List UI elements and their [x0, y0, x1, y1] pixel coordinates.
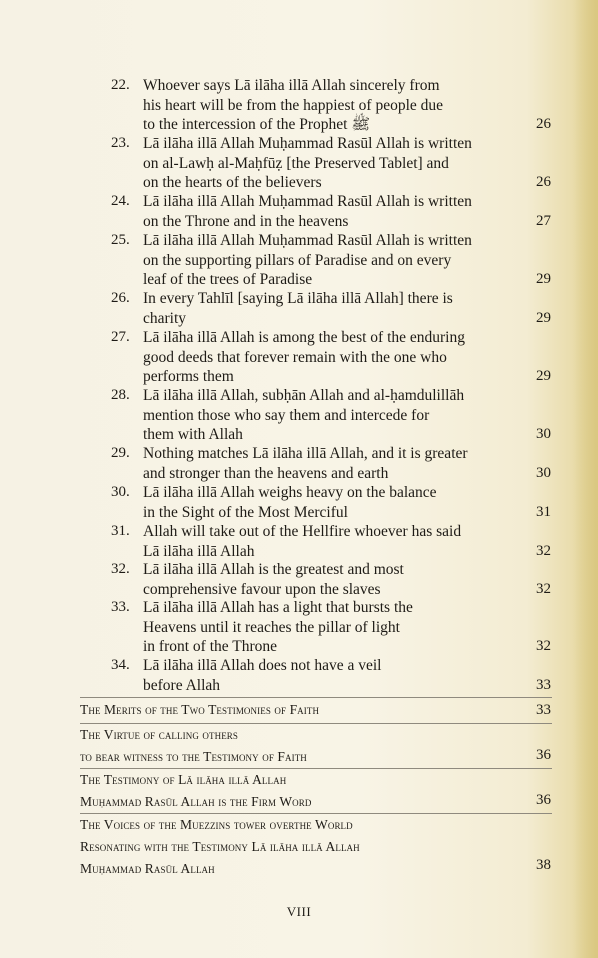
entry-page-number: 29	[536, 368, 551, 384]
entry-page-number: 29	[536, 310, 551, 326]
entry-line: Heavens until it reaches the pillar of light	[143, 618, 400, 636]
entry-line: Lā ilāha illā Allah does not have a veil	[143, 657, 382, 674]
page-folio: VIII	[286, 904, 312, 919]
entry-line: in front of the Throne	[143, 638, 278, 655]
section-line: Resonating with the Testimony Lā ilāha illā Allah	[80, 839, 360, 854]
entry-line: Lā ilāha illā Allah weighs heavy on the balance	[143, 484, 437, 501]
entry-line: Lā ilāha illā Allah Muḥammad Rasūl Allah is written	[143, 232, 472, 249]
entry-number: 24.	[111, 193, 130, 209]
entry-line: on the Throne and in the heavens	[143, 212, 349, 230]
entry-number: 32.	[111, 561, 130, 577]
entry-line: Lā ilāha illā Allah is among the best of the enduring	[143, 329, 465, 346]
entry-number: 30.	[111, 484, 130, 500]
entry-number: 34.	[111, 657, 130, 673]
section-line: The Merits of the Two Testimonies of Faith	[80, 702, 320, 717]
section-title	[80, 724, 500, 768]
entry-page-number: 29	[536, 271, 551, 287]
entry-number: 29.	[111, 445, 130, 461]
entry-line: Lā ilāha illā Allah Muḥammad Rasūl Allah is written	[143, 193, 472, 210]
entry-text	[143, 289, 503, 328]
entry-line: before Allah	[143, 676, 221, 694]
entry-line: comprehensive favour upon the slaves	[143, 580, 381, 598]
section-page-number: 38	[536, 857, 551, 873]
section-page-number: 36	[536, 792, 551, 808]
entry-line: his heart will be from the happiest of people due	[143, 96, 444, 114]
section-page-number: 33	[536, 702, 551, 718]
entry-text	[143, 560, 503, 599]
entry-line: charity	[143, 309, 187, 327]
entry-line: on the hearts of the believers	[143, 174, 322, 191]
entry-line: mention those who say them and intercede for	[143, 406, 430, 424]
entry-text	[143, 656, 503, 695]
entry-text	[143, 522, 503, 561]
entry-text	[143, 483, 503, 522]
section-line: to bear witness to the Testimony of Faith	[80, 749, 307, 764]
entry-text	[143, 444, 503, 483]
entry-text	[143, 231, 503, 290]
entry-text	[143, 386, 503, 445]
entry-line: in the Sight of the Most Merciful	[143, 503, 348, 521]
entry-line: Whoever says Lā ilāha illā Allah sincerely from	[143, 77, 440, 94]
entry-line: on the supporting pillars of Paradise and on every	[143, 251, 452, 269]
entry-page-number: 26	[536, 174, 551, 190]
entry-line: on al-Lawḥ al-Maḥfūẓ [the Preserved Tablet] and	[143, 154, 449, 172]
page-edge-shadow	[572, 0, 598, 958]
entry-page-number: 32	[536, 581, 551, 597]
entry-line: to the intercession of the Prophet ﷺ	[143, 116, 371, 133]
section-line: The Testimony of Lā ilāha illā Allah	[80, 772, 287, 787]
section-line: The Virtue of calling others	[80, 727, 239, 742]
entry-line: good deeds that forever remain with the one who	[143, 348, 447, 366]
entry-page-number: 30	[536, 465, 551, 481]
section-page-number: 36	[536, 747, 551, 763]
entry-text	[143, 598, 503, 657]
divider	[80, 697, 552, 698]
section-line: Muḥammad Rasūl Allah	[80, 861, 215, 876]
entry-page-number: 33	[536, 677, 551, 693]
section-line: Muḥammad Rasūl Allah is the Firm Word	[80, 794, 312, 809]
entry-number: 26.	[111, 290, 130, 306]
entry-text	[143, 76, 503, 135]
entry-line: Allah will take out of the Hellfire whoever has said	[143, 523, 462, 540]
entry-line: leaf of the trees of Paradise	[143, 271, 313, 288]
entry-number: 27.	[111, 329, 130, 345]
entry-line: Lā ilāha illā Allah	[143, 542, 255, 560]
section-line: The Voices of the Muezzins tower overthe World	[80, 817, 353, 832]
entry-line: Lā ilāha illā Allah is the greatest and most	[143, 561, 404, 578]
entry-page-number: 32	[536, 638, 551, 654]
entry-page-number: 31	[536, 504, 551, 520]
entry-line: Lā ilāha illā Allah, subḥān Allah and al-ḥamdulillāh	[143, 387, 465, 404]
entry-number: 33.	[111, 599, 130, 615]
section-title	[80, 699, 500, 721]
entry-line: In every Tahlīl [saying Lā ilāha illā Allah] there is	[143, 290, 453, 307]
entry-number: 23.	[111, 135, 130, 151]
section-title	[80, 814, 500, 880]
entry-number: 31.	[111, 523, 130, 539]
entry-line: them with Allah	[143, 426, 243, 443]
entry-line: Lā ilāha illā Allah has a light that bursts the	[143, 599, 413, 616]
entry-line: Lā ilāha illā Allah Muḥammad Rasūl Allah is written	[143, 135, 472, 152]
entry-page-number: 26	[536, 116, 551, 132]
entry-line: performs them	[143, 368, 234, 385]
entry-text	[143, 192, 503, 231]
entry-page-number: 27	[536, 213, 551, 229]
section-title	[80, 769, 500, 813]
entry-line: and stronger than the heavens and earth	[143, 464, 389, 482]
entry-line: Nothing matches Lā ilāha illā Allah, and it is greater	[143, 445, 468, 462]
entry-number: 22.	[111, 77, 130, 93]
entry-number: 28.	[111, 387, 130, 403]
entry-page-number: 30	[536, 426, 551, 442]
entry-number: 25.	[111, 232, 130, 248]
entry-text	[143, 328, 503, 387]
entry-text	[143, 134, 503, 193]
entry-page-number: 32	[536, 543, 551, 559]
